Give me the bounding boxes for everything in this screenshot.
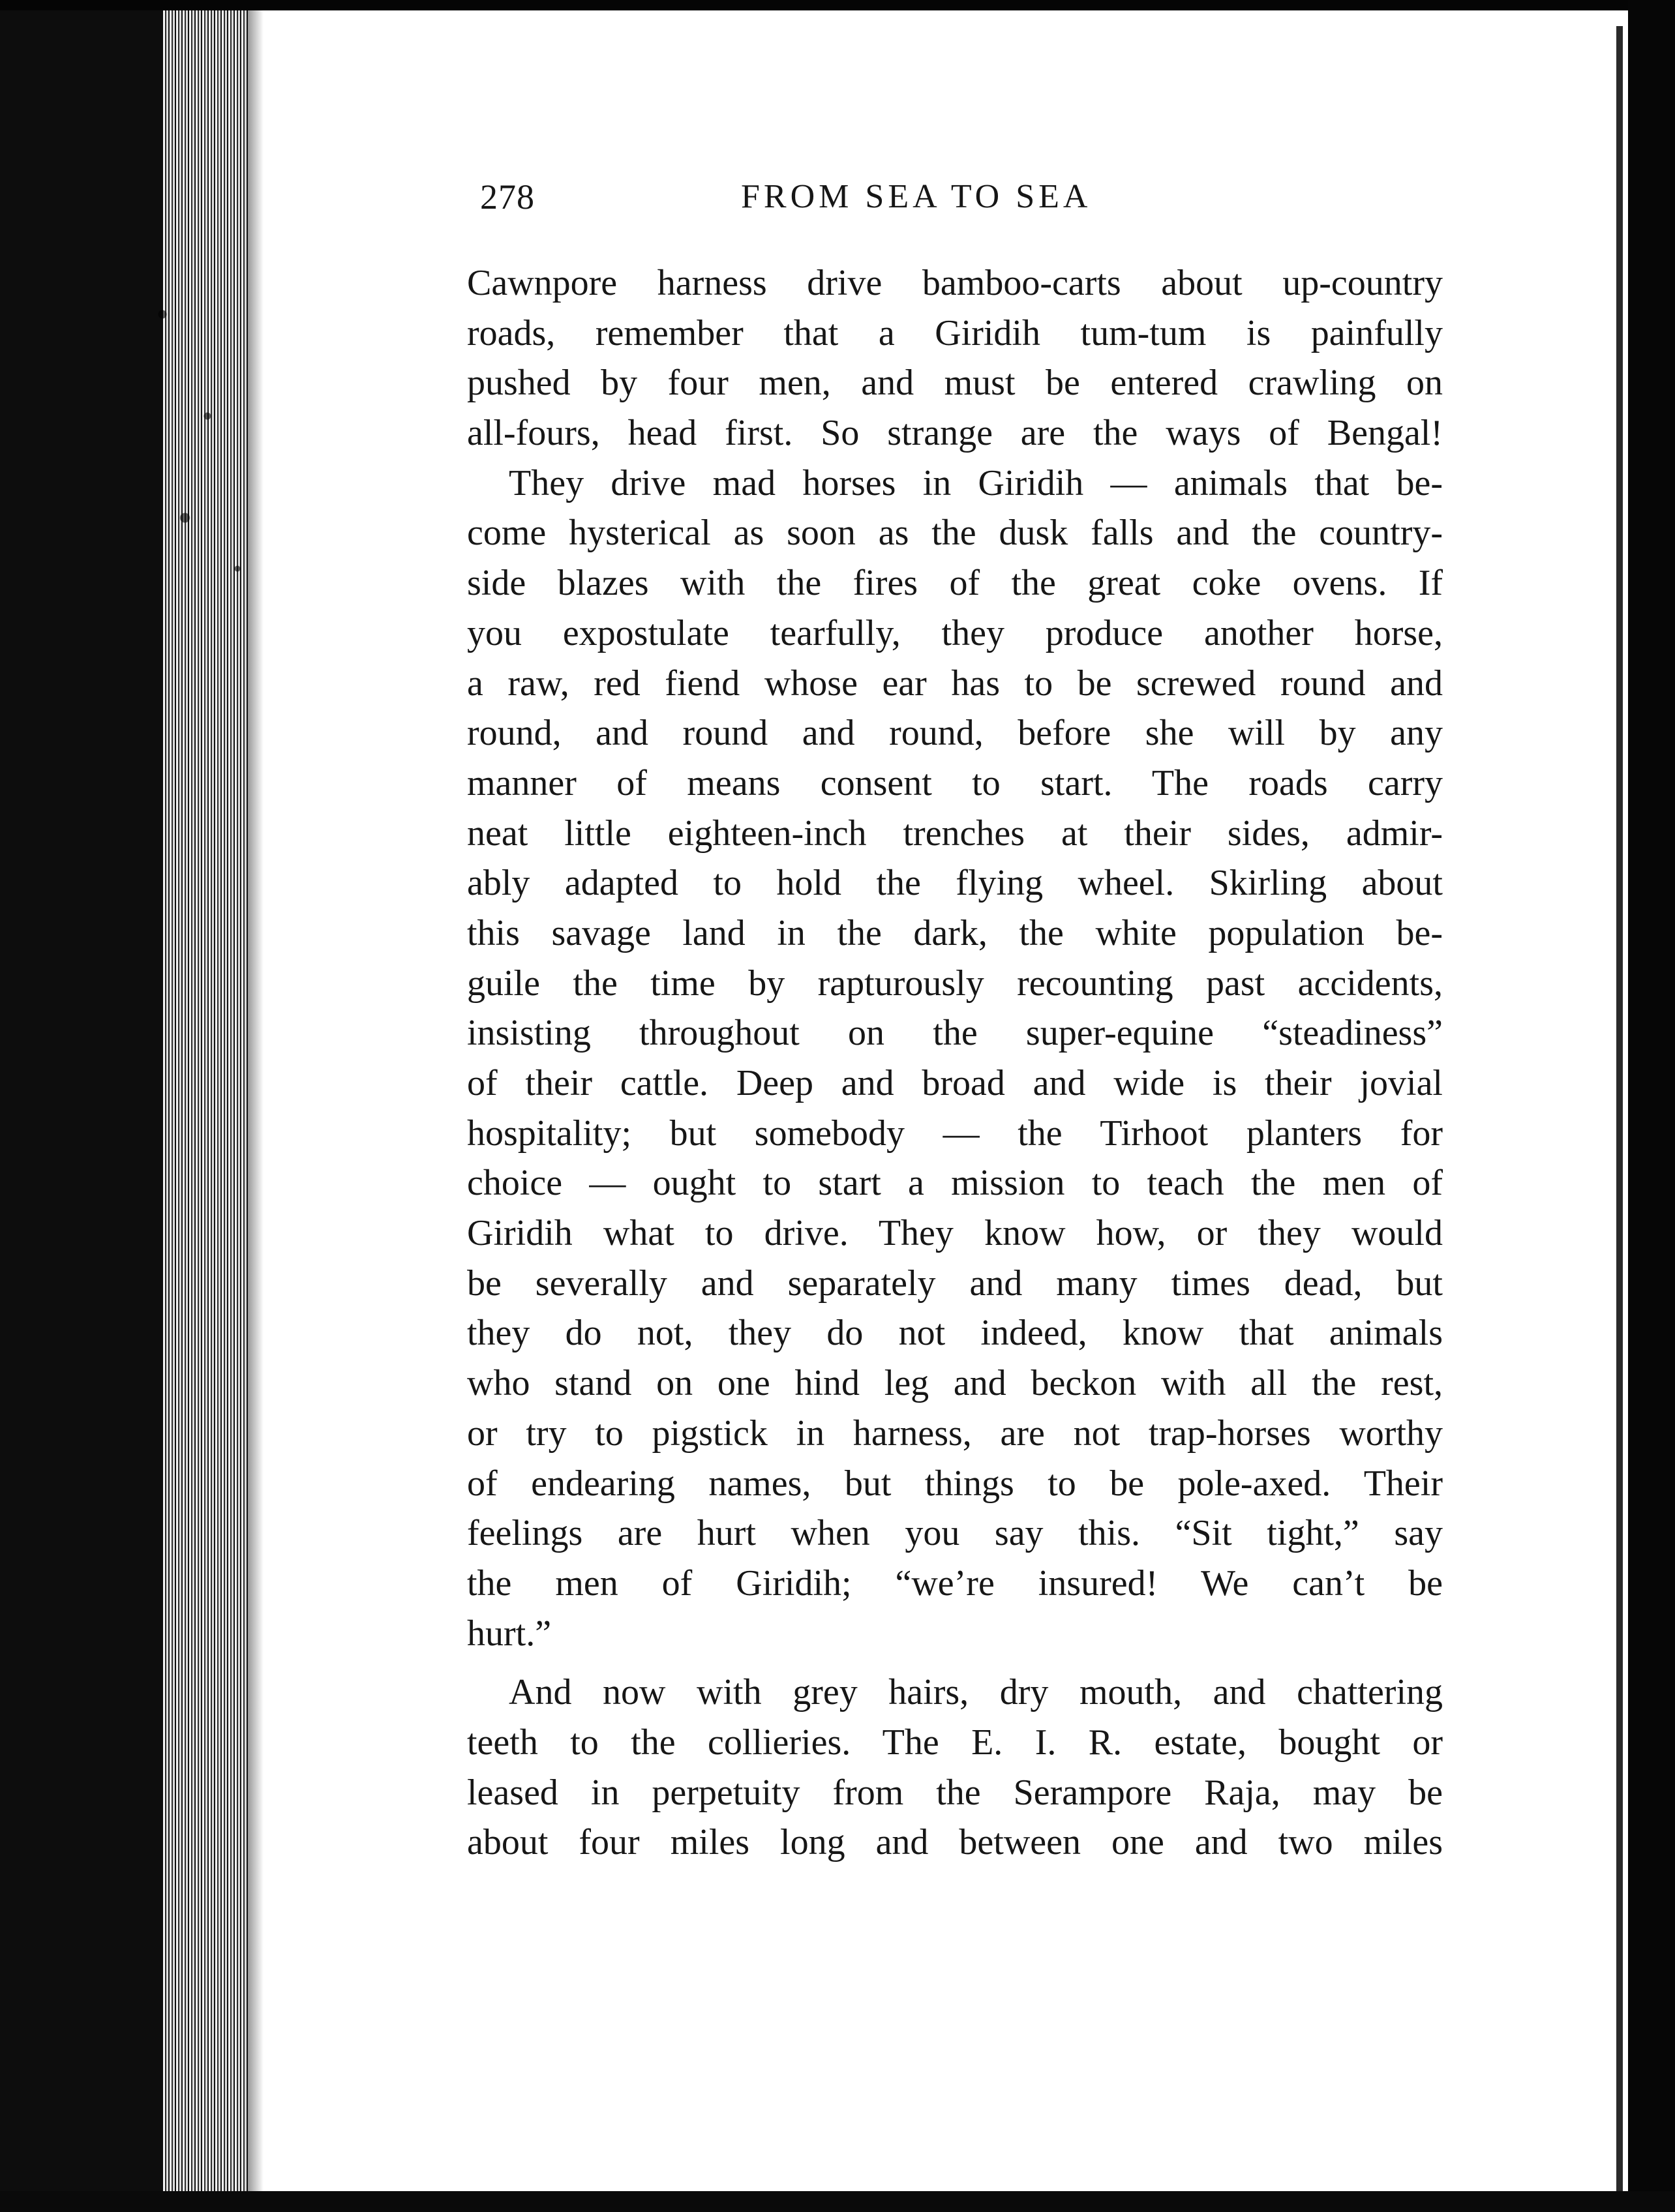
text-line: Giridih what to drive. They know how, or they would (467, 1213, 1443, 1254)
text-line: They drive mad horses in Giridih — animals that be- (509, 462, 1443, 503)
text-line: of their cattle. Deep and broad and wide is their jovial (467, 1063, 1443, 1103)
page-header (480, 171, 1198, 223)
text-line: of endearing names, but things to be pole-axed. Their (467, 1463, 1443, 1504)
scan-top-border (0, 0, 1675, 10)
text-line: hospitality; but somebody — the Tirhoot planters for (467, 1113, 1443, 1154)
body-text (467, 258, 1443, 1868)
text-line: neat little eighteen-inch trenches at their sides, admir- (467, 813, 1443, 854)
text-line: a raw, red fiend whose ear has to be screwed round and (467, 663, 1443, 704)
text-line: roads, remember that a Giridih tum-tum is painfully (467, 312, 1443, 353)
text-line: choice — ought to start a mission to teach the men of (467, 1163, 1443, 1204)
facing-page-edge (1616, 26, 1623, 2191)
running-head: FROM SEA TO SEA (741, 178, 1092, 215)
scan-right-border (1628, 0, 1675, 2212)
text-line: Cawnpore harness drive bamboo-carts about up-country (467, 263, 1443, 303)
text-line: side blazes with the fires of the great coke ovens. If (467, 563, 1443, 604)
text-line: teeth to the collieries. The E. I. R. estate, bought or (467, 1722, 1443, 1763)
text-line: they do not, they do not indeed, know that animals (467, 1313, 1443, 1354)
text-line: manner of means consent to start. The roads carry (467, 762, 1443, 803)
paragraph-gap (467, 1658, 1443, 1667)
text-line: And now with grey hairs, dry mouth, and chattering (509, 1672, 1443, 1713)
text-line: or try to pigstick in harness, are not trap-horses worthy (467, 1412, 1443, 1454)
text-line: this savage land in the dark, the white population be- (467, 912, 1443, 953)
text-line: leased in perpetuity from the Serampore Raja, may be (467, 1772, 1443, 1813)
text-line: all-fours, head first. So strange are the ways of Bengal! (467, 413, 1443, 454)
text-line: who stand on one hind leg and beckon with all the rest, (467, 1363, 1443, 1404)
text-line: hurt.” (467, 1613, 552, 1654)
scan-bottom-border (0, 2191, 1675, 2212)
text-line: insisting throughout on the super-equine “steadiness” (467, 1013, 1443, 1054)
binding-specks (117, 280, 267, 620)
page-number: 278 (480, 177, 535, 217)
text-line: you expostulate tearfully, they produce another horse, (467, 612, 1443, 653)
text-line: be severally and separately and many times dead, but (467, 1263, 1443, 1304)
text-line: round, and round and round, before she will by any (467, 713, 1443, 754)
text-line: about four miles long and between one and two miles (467, 1822, 1443, 1863)
text-line: the men of Giridih; “we’re insured! We can’t be (467, 1562, 1443, 1604)
text-line: ably adapted to hold the flying wheel. Skirling about (467, 863, 1443, 904)
text-line: come hysterical as soon as the dusk falls and the country- (467, 513, 1443, 554)
text-line: guile the time by rapturously recounting past accidents, (467, 963, 1443, 1004)
text-line: pushed by four men, and must be entered crawling on (467, 363, 1443, 404)
text-line: feelings are hurt when you say this. “Sit tight,” say (467, 1513, 1443, 1554)
